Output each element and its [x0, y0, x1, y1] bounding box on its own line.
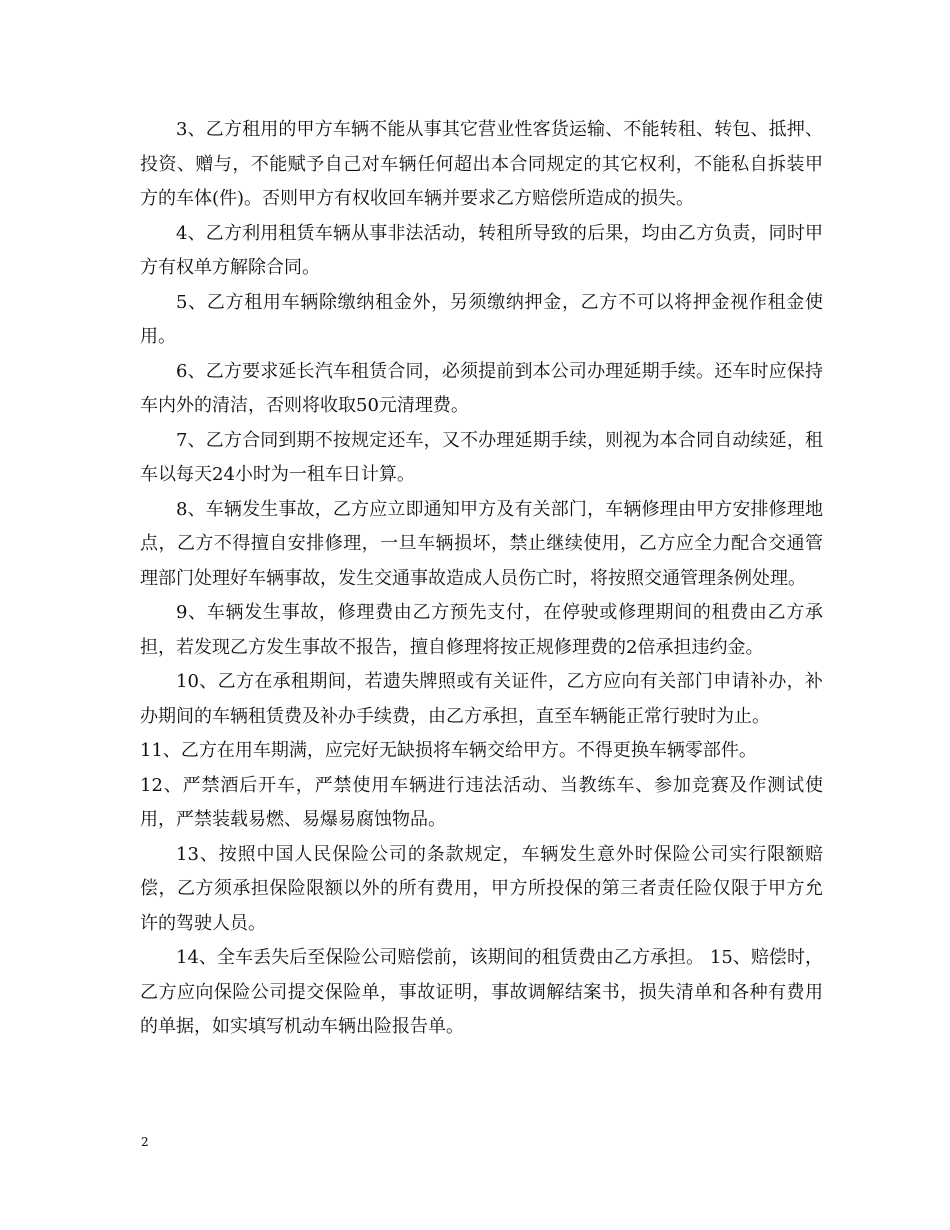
- clause-10: 10、乙方在承租期间，若遗失牌照或有关证件，乙方应向有关部门申请补办，补办期间的车辆租赁费及补办手续费，由乙方承担，直至车辆能正常行驶时为止。: [140, 671, 823, 727]
- clause-3: 3、乙方租用的甲方车辆不能从事其它营业性客货运输、不能转租、转包、抵押、投资、赠与，不能赋予自己对车辆任何超出本合同规定的其它权利，不能私自拆装甲方的车体(件)。否则甲方有权收回车辆并要求乙方赔偿所造成的损失。: [140, 119, 823, 209]
- clause-8: 8、车辆发生事故，乙方应立即通知甲方及有关部门，车辆修理由甲方安排修理地点，乙方不得擅自安排修理，一旦车辆损坏，禁止继续使用，乙方应全力配合交通管理部门处理好车辆事故，发生交通事故造成人员伤亡时，将按照交通管理条例处理。: [140, 498, 823, 589]
- clause-11: 11、乙方在用车期满，应完好无缺损将车辆交给甲方。不得更换车辆零部件。: [140, 740, 757, 761]
- clause-5: 5、乙方租用车辆除缴纳租金外，另须缴纳押金，乙方不可以将押金视作租金使用。: [140, 291, 823, 347]
- clause-9: 9、车辆发生事故，修理费由乙方预先支付，在停驶或修理期间的租费由乙方承担，若发现乙方发生事故不报告，擅自修理将按正规修理费的2倍承担违约金。: [140, 602, 823, 658]
- clause-14-15: 14、全车丢失后至保险公司赔偿前，该期间的租赁费由乙方承担。 15、赔偿时，乙方应向保险公司提交保险单，事故证明，事故调解结案书，损失清单和各种有费用的单据，如实填写机动车辆出险报告单。: [140, 947, 823, 1037]
- page-number: 2: [141, 1135, 149, 1149]
- document-body: [140, 113, 823, 1045]
- clause-6: 6、乙方要求延长汽车租赁合同，必须提前到本公司办理延期手续。还车时应保持车内外的清洁，否则将收取50元清理费。: [140, 360, 823, 416]
- clause-12: 12、严禁酒后开车，严禁使用车辆进行违法活动、当教练车、参加竞赛及作测试使用，严禁装载易燃、易爆易腐蚀物品。: [140, 774, 823, 830]
- clause-13: 13、按照中国人民保险公司的条款规定，车辆发生意外时保险公司实行限额赔偿，乙方须承担保险限额以外的所有费用，甲方所投保的第三者责任险仅限于甲方允许的驾驶人员。: [140, 843, 823, 934]
- clause-4: 4、乙方利用租赁车辆从事非法活动，转租所导致的后果，均由乙方负责，同时甲方有权单方解除合同。: [140, 222, 823, 278]
- clause-7: 7、乙方合同到期不按规定还车，又不办理延期手续，则视为本合同自动续延，租车以每天24小时为一租车日计算。: [140, 429, 823, 485]
